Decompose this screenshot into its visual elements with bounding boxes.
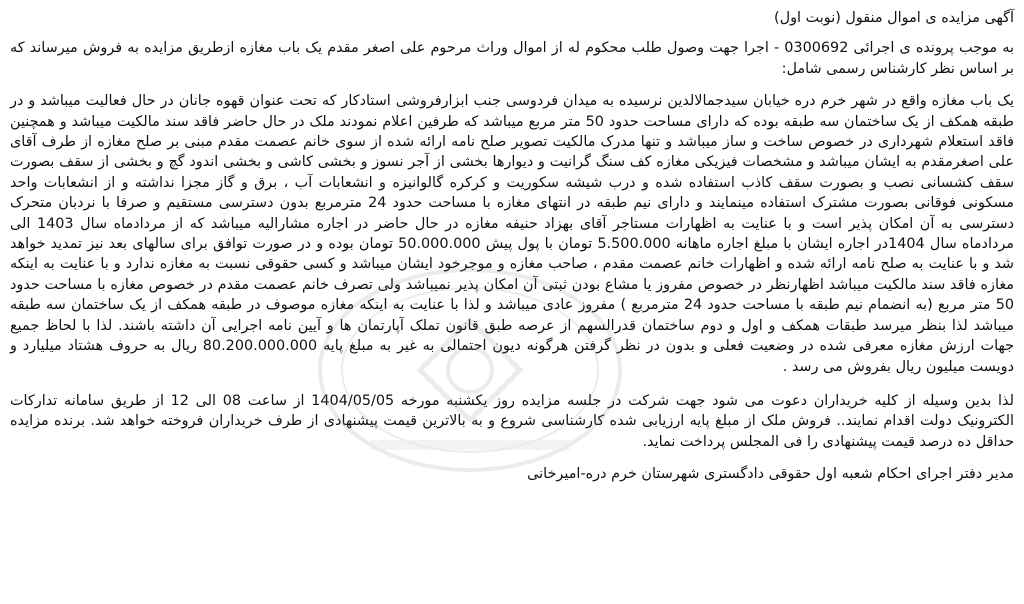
auction-details: لذا بدین وسیله از کلیه خریداران دعوت می شود جهت شرکت در جلسه مزایده روز یکشنبه مورخه 1404/05/05 از ساعت 08 الی 12 از طریق سامانه تدارکات الکترونیک دولت اقدام نمایند.. فروش ملک از مبلغ پایه ارزیابی شده کارشناسی شروع و به بالاترین قیمت پیشنهادی از طرف خریداران فروخته خواهد شد. برنده مزایده حداقل ده درصد قیمت پیشنهادی را فی المجلس پرداخت نماید. — [10, 392, 1014, 450]
signature-line: مدیر دفتر اجرای احکام شعبه اول حقوقی دادگستری شهرستان خرم دره-امیرخانی — [527, 466, 1014, 483]
notice-intro: به موجب پرونده ی اجرائی 0300692 - اجرا جهت وصول طلب محکوم له از اموال وراث مرحوم علی اصغر مقدم یک باب مغازه ازطریق مزایده به فروش میرساند که بر اساس نظر کارشناس رسمی شامل: — [10, 40, 1014, 77]
property-description: یک باب مغازه واقع در شهر خرم دره خیابان سیدجمالالدین نرسیده به میدان فردوسی جنب ابزارفروشی استادکار که تحت عنوان قهوه جانان در حال فعالیت میباشد و در طبقه همکف از یک ساختمان سه طبقه بوده که دارای مساحت حدود 50 متر مربع میباشد که طرفین اعلام نمودند ملک در حال حاضر فاقد سند مالکیت میباشد و همچنین فاقد استعلام شهرداری در خصوص ساخت و ساز میباشد و تنها مدرک مالکیت تصویر صلح نامه ارائه شده از سوی خانم عصمت مقدم مبنی بر صلح مغازه از طرف آقای علی اصغرمقدم به ایشان میباشد و مشخصات فیزیکی مغازه کف سنگ گرانیت و دیوارها بخشی از آجر نسوز و بخشی کاشی و بخشی اندود گچ و بخشی از سقف بصورت سقف کشسانی نصب و بصورت سقف کاذب استفاده شده و درب شیشه سکوریت و کرکره گالوانیزه و انشعابات آب ، برق و گاز مجزا نداشته و از انشعابات واحد مسکونی فوقانی بصورت مشترک استفاده مینمایند و دارای نیم طبقه در انتهای مغازه با مساحت حدود 24 مترمربع بدون دسترسی مستقیم و صرفا با نردبان متحرک دسترسی به آن امکان پذیر است و با عنایت به اظهارات مستاجر آقای بهزاد حنیفه مغازه در حال حاضر در اجاره مشارالیه میباشد که از مردادماه سال 1403 الی مردادماه سال 1404در اجاره ایشان با مبلغ اجاره ماهانه 5.500.000 تومان با پول پیش 50.000.000 تومان بوده و در صورت توافق برای سالهای بعد نیز تمدید خواهد شد و با عنایت به صلح نامه ارائه شده و اظهارات خانم عصمت مقدم ، صاحب مغازه و موجرخود ایشان میباشد و کسی حقوقی نسبت به مغازه ندارد و با عنایت به اینکه مغازه فاقد سند مالکیت میباشد اظهارنظر در خصوص مفروز یا مشاع بودن ثبتی آن امکان پذیر نمیباشد ولی تصرف خانم عصمت مقدم در خصوص مغازه با مساحت حدود 50 متر مربع (به انضمام نیم طبقه با مساحت حدود 24 مترمربع ) مفروز عادی میباشد و لذا با عنایت به اینکه مغازه موصوف در طبقه همکف از یک ساختمان سه طبقه میباشد لذا بنظر میرسد طبقات همکف و اول و دوم ساختمان قدرالسهم از عرصه طبق قانون تملک آپارتمان ها و آیین نامه اجرایی آن داشته باشند. لذا با لحاظ جمیع جهات ارزش مغازه معرفی شده در وضعیت فعلی و بدون در نظر گرفتن هرگونه دیون احتمالی به غیر به مبلغ پایه 80.200.000.000 ریال به حروف هشتاد میلیارد و دویست میلیون ریال بفروش می رسد . — [10, 93, 1015, 375]
auction-notice — [10, 8, 1014, 485]
notice-title: آگهی مزایده ی اموال منقول (نوبت اول) — [774, 10, 1014, 26]
